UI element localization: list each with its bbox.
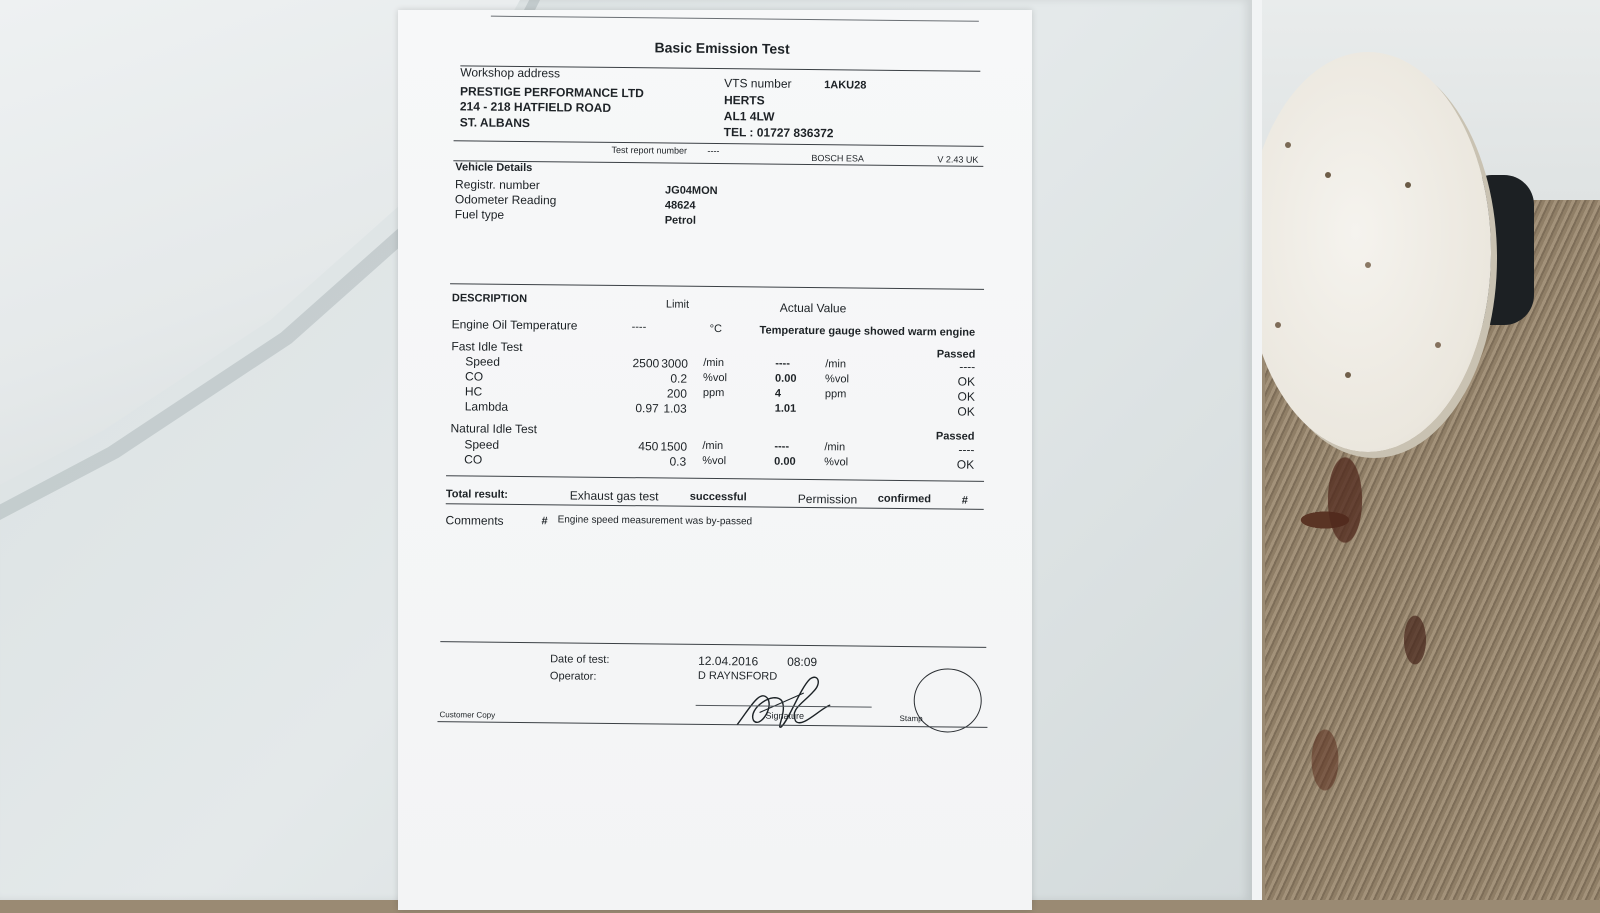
description-header: DESCRIPTION: [452, 292, 527, 305]
natural-idle-speed-result: ----: [934, 442, 974, 456]
fast-idle-co-aunit: %vol: [825, 373, 849, 385]
oil-temp-label: Engine Oil Temperature: [452, 317, 578, 332]
vts-postcode: AL1 4LW: [724, 109, 775, 124]
emission-test-document: [398, 10, 1032, 910]
fast-idle-co-actual: 0.00: [775, 373, 797, 385]
total-mark: #: [962, 495, 968, 507]
vts-county: HERTS: [724, 93, 765, 107]
fast-idle-hc-result: OK: [935, 389, 975, 403]
fast-idle-hc-name: HC: [465, 384, 482, 398]
oil-temp-unit: °C: [710, 323, 722, 335]
time-value: 08:09: [787, 655, 817, 669]
fast-idle-speed-aunit: /min: [825, 358, 846, 370]
natural-idle-status: Passed: [914, 430, 974, 443]
reg-label: Registr. number: [455, 177, 540, 192]
fast-idle-speed-unit: /min: [703, 357, 724, 369]
natural-idle-speed-name: Speed: [464, 437, 499, 451]
operator-label: Operator:: [550, 670, 597, 682]
workshop-street: 214 - 218 HATFIELD ROAD: [460, 99, 611, 115]
fast-idle-speed-name: Speed: [465, 354, 500, 368]
natural-idle-co-actual: 0.00: [774, 456, 796, 468]
exhaust-test-label: Exhaust gas test: [570, 489, 659, 504]
natural-idle-label: Natural Idle Test: [450, 421, 537, 436]
workshop-heading: Workshop address: [460, 65, 560, 80]
odometer-label: Odometer Reading: [455, 192, 557, 207]
natural-idle-co-lim2: 0.3: [660, 454, 686, 468]
fast-idle-hc-aunit: ppm: [825, 388, 847, 400]
software-version: V 2.43 UK: [937, 154, 978, 164]
natural-idle-speed-unit: /min: [702, 440, 723, 452]
natural-idle-speed-lim1: 450: [620, 439, 658, 453]
stamp-circle: [913, 668, 982, 733]
fast-idle-speed-lim2: 3000: [661, 356, 687, 370]
fast-idle-hc-lim2: 200: [661, 386, 687, 400]
vts-label: VTS number: [724, 76, 792, 91]
date-label: Date of test:: [550, 653, 609, 666]
natural-idle-co-result: OK: [934, 457, 974, 471]
fast-idle-co-lim2: 0.2: [661, 371, 687, 385]
exhaust-test-value: successful: [690, 491, 747, 504]
fast-idle-co-name: CO: [465, 369, 483, 383]
report-number-value: ----: [707, 146, 719, 156]
signature-label: Signature: [766, 711, 805, 721]
oil-temp-limit: ----: [632, 321, 647, 333]
fuel-value: Petrol: [665, 214, 696, 226]
fast-idle-co-result: OK: [935, 374, 975, 388]
natural-idle-speed-actual: ----: [774, 441, 789, 453]
limit-header: Limit: [666, 298, 689, 310]
permission-value: confirmed: [878, 493, 931, 506]
natural-idle-co-unit: %vol: [702, 455, 726, 467]
vehicle-heading: Vehicle Details: [455, 161, 532, 174]
comments-label: Comments: [446, 513, 504, 528]
comments-mark: #: [542, 515, 548, 527]
fast-idle-lambda-actual: 1.01: [775, 403, 797, 415]
workshop-name: PRESTIGE PERFORMANCE LTD: [460, 84, 644, 100]
fast-idle-lambda-result: OK: [935, 404, 975, 418]
fast-idle-status: Passed: [915, 348, 975, 361]
stamp-label: Stamp: [899, 714, 922, 723]
vts-number: 1AKU28: [824, 79, 866, 91]
operator-value: D RAYNSFORD: [698, 670, 777, 683]
document-title: Basic Emission Test: [654, 39, 789, 56]
fast-idle-speed-lim1: 2500: [621, 356, 659, 370]
comments-text: Engine speed measurement was by-passed: [558, 514, 753, 527]
device-name: BOSCH ESA: [811, 153, 864, 164]
total-result-label: Total result:: [446, 488, 508, 501]
date-value: 12.04.2016: [698, 654, 758, 669]
fast-idle-hc-unit: ppm: [703, 387, 725, 399]
fast-idle-speed-result: ----: [935, 359, 975, 373]
natural-idle-co-aunit: %vol: [824, 456, 848, 468]
fast-idle-lambda-lim1: 0.97: [621, 401, 659, 415]
oil-temp-actual: Temperature gauge showed warm engine: [760, 324, 976, 338]
reg-value: JG04MON: [665, 184, 718, 197]
natural-idle-speed-aunit: /min: [824, 441, 845, 453]
actual-value-header: Actual Value: [780, 301, 847, 316]
odometer-value: 48624: [665, 199, 696, 211]
fast-idle-co-unit: %vol: [703, 372, 727, 384]
vts-tel: TEL : 01727 836372: [724, 125, 834, 140]
permission-label: Permission: [798, 492, 858, 507]
workshop-town: ST. ALBANS: [460, 115, 530, 130]
fast-idle-speed-actual: ----: [775, 358, 790, 370]
fast-idle-lambda-lim2: 1.03: [661, 401, 687, 415]
fast-idle-hc-actual: 4: [775, 388, 781, 400]
customer-copy-label: Customer Copy: [440, 710, 496, 720]
natural-idle-speed-lim2: 1500: [660, 439, 686, 453]
fast-idle-lambda-name: Lambda: [465, 399, 509, 413]
fast-idle-label: Fast Idle Test: [451, 339, 522, 354]
natural-idle-co-name: CO: [464, 452, 482, 466]
paint-tin-lid: [1245, 52, 1491, 452]
fuel-label: Fuel type: [455, 207, 505, 222]
report-number-label: Test report number: [611, 145, 687, 156]
